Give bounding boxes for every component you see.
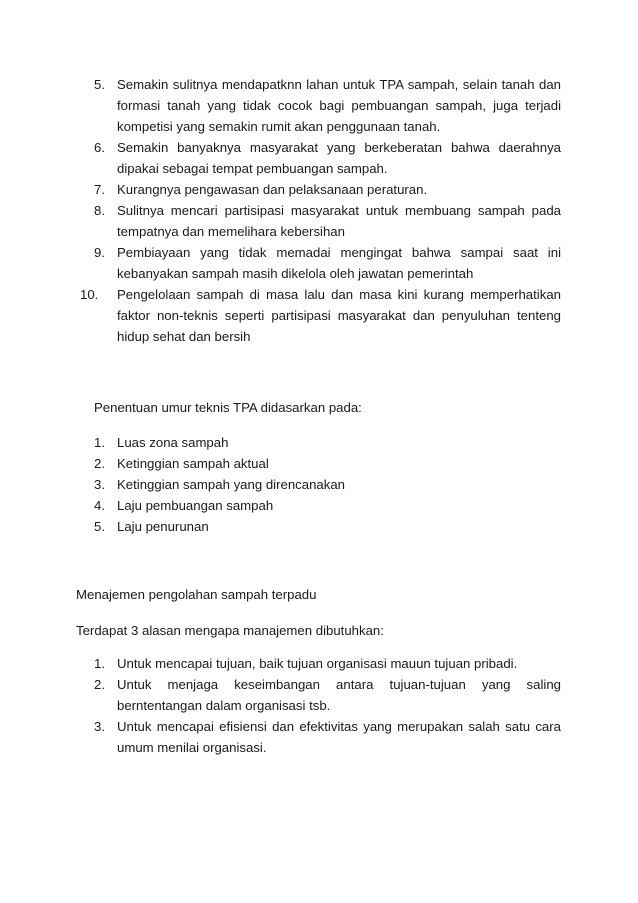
list-item	[0, 432, 638, 453]
list-item	[0, 516, 638, 537]
list-item	[0, 200, 638, 242]
item-number: 5.	[94, 77, 105, 92]
item-number: 2.	[94, 677, 105, 692]
list-item	[0, 179, 638, 200]
reasons-list	[0, 653, 638, 758]
list-item	[0, 716, 638, 758]
item-text: Semakin sulitnya mendapatknn lahan untuk TPA sampah, selain tanah dan formasi tanah yang tidak cocok bagi pembuangan sampah, juga terjadi kompetisi yang semakin rumit akan penggunaan tanah.	[117, 77, 561, 134]
list-item	[0, 284, 638, 347]
item-number: 3.	[94, 719, 105, 734]
item-number: 2.	[94, 456, 105, 471]
list-item	[0, 137, 638, 179]
item-text: Semakin banyaknya masyarakat yang berkeberatan bahwa daerahnya dipakai sebagai tempat pembuangan sampah.	[117, 140, 561, 176]
item-text: Ketinggian sampah aktual	[117, 456, 269, 471]
item-number: 7.	[94, 182, 105, 197]
section-intro: Terdapat 3 alasan mengapa manajemen dibutuhkan:	[76, 623, 384, 638]
list-item	[0, 453, 638, 474]
list-item	[0, 74, 638, 137]
list-item	[0, 242, 638, 284]
list-item	[0, 674, 638, 716]
list-item	[0, 474, 638, 495]
item-number: 5.	[94, 519, 105, 534]
item-text: Ketinggian sampah yang direncanakan	[117, 477, 346, 492]
list-item	[0, 653, 638, 674]
problem-list	[0, 74, 638, 347]
item-number: 8.	[94, 203, 105, 218]
item-text: Kurangnya pengawasan dan pelaksanaan peraturan.	[117, 182, 428, 197]
item-text: Untuk mencapai efisiensi dan efektivitas yang merupakan salah satu cara umum menilai organisasi.	[117, 719, 561, 755]
item-text: Laju pembuangan sampah	[117, 498, 274, 513]
item-text: Untuk mencapai tujuan, baik tujuan organisasi mauun tujuan pribadi.	[117, 656, 518, 671]
item-text: Sulitnya mencari partisipasi masyarakat untuk membuang sampah pada tempatnya dan memelihara kebersihan	[117, 203, 561, 239]
item-number: 1.	[94, 435, 105, 450]
item-text: Luas zona sampah	[117, 435, 229, 450]
item-number: 3.	[94, 477, 105, 492]
section-heading: Menajemen pengolahan sampah terpadu	[76, 587, 317, 602]
section-intro: Penentuan umur teknis TPA didasarkan pada:	[94, 400, 362, 415]
item-number: 10.	[80, 287, 99, 302]
item-number: 4.	[94, 498, 105, 513]
item-text: Laju penurunan	[117, 519, 209, 534]
item-text: Untuk menjaga keseimbangan antara tujuan-tujuan yang saling berntentangan dalam organisasi tsb.	[117, 677, 561, 713]
item-number: 6.	[94, 140, 105, 155]
item-text: Pembiayaan yang tidak memadai mengingat bahwa sampai saat ini kebanyakan sampah masih dikelola oleh jawatan pemerintah	[117, 245, 561, 281]
item-number: 1.	[94, 656, 105, 671]
list-item	[0, 495, 638, 516]
item-number: 9.	[94, 245, 105, 260]
item-text: Pengelolaan sampah di masa lalu dan masa kini kurang memperhatikan faktor non-teknis seperti partisipasi masyarakat dan penyuluhan tenteng hidup sehat dan bersih	[117, 287, 561, 344]
criteria-list	[0, 432, 638, 537]
